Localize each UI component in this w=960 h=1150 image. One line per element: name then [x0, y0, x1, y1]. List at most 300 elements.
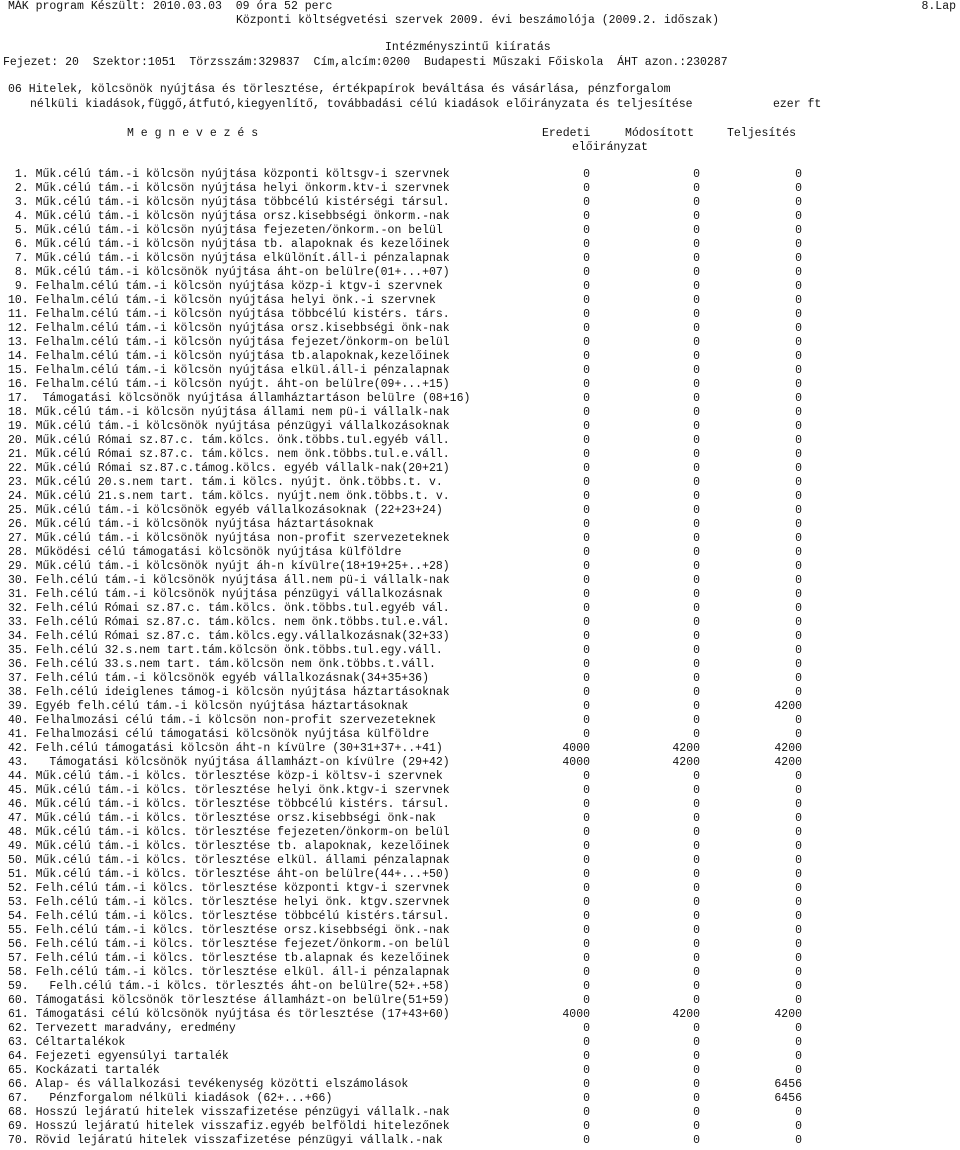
modified-value: 0 — [693, 1036, 700, 1049]
completed-value: 0 — [795, 392, 802, 405]
completed-value: 4200 — [774, 756, 802, 769]
original-value: 0 — [583, 574, 590, 587]
original-value: 0 — [583, 448, 590, 461]
completed-value: 0 — [795, 1106, 802, 1119]
row-label: 14. Felhalm.célú tám.-i kölcsön nyújtása tb.alapoknak,kezelőinek — [8, 350, 450, 363]
original-value: 0 — [583, 252, 590, 265]
original-value: 0 — [583, 896, 590, 909]
table-row — [0, 518, 960, 532]
table-row — [0, 672, 960, 686]
table-row — [0, 392, 960, 406]
completed-value: 0 — [795, 588, 802, 601]
modified-value: 0 — [693, 350, 700, 363]
original-value: 0 — [583, 868, 590, 881]
original-value: 0 — [583, 770, 590, 783]
table-row — [0, 196, 960, 210]
table-row — [0, 406, 960, 420]
row-label: 10. Felhalm.célú tám.-i kölcsön nyújtása helyi önk.-i szervnek — [8, 294, 436, 307]
modified-value: 0 — [693, 644, 700, 657]
row-label: 38. Felh.célú ideiglenes támog-i kölcsön nyújtása háztartásoknak — [8, 686, 450, 699]
row-label: 43. Támogatási kölcsönök nyújtása államházt-on kívülre (29+42) — [8, 756, 450, 769]
original-value: 0 — [583, 1050, 590, 1063]
table-row — [0, 266, 960, 280]
completed-value: 0 — [795, 980, 802, 993]
program-info: MÁK program Készült: 2010.03.03 09 óra 52 perc — [8, 0, 333, 13]
completed-value: 0 — [795, 630, 802, 643]
modified-value: 0 — [693, 616, 700, 629]
completed-value: 0 — [795, 1064, 802, 1077]
table-row — [0, 294, 960, 308]
completed-value: 0 — [795, 294, 802, 307]
row-label: 39. Egyéb felh.célú tám.-i kölcsön nyújtása háztartásoknak — [8, 700, 409, 713]
row-label: 47. Műk.célú tám.-i kölcs. törlesztése orsz.kisebbségi önk-nak — [8, 812, 436, 825]
original-value: 0 — [583, 308, 590, 321]
completed-value: 0 — [795, 910, 802, 923]
row-label: 4. Műk.célú tám.-i kölcsön nyújtása orsz.kisebbségi önkorm.-nak — [8, 210, 450, 223]
row-label: 53. Felh.célú tám.-i kölcs. törlesztése helyi önk. ktgv.szervnek — [8, 896, 450, 909]
modified-value: 0 — [693, 910, 700, 923]
row-label: 8. Műk.célú tám.-i kölcsönök nyújtása áht-on belülre(01+...+07) — [8, 266, 450, 279]
table-row — [0, 700, 960, 714]
table-row — [0, 784, 960, 798]
table-row — [0, 588, 960, 602]
row-label: 55. Felh.célú tám.-i kölcs. törlesztése orsz.kisebbségi önk.-nak — [8, 924, 450, 937]
table-row — [0, 868, 960, 882]
modified-value: 0 — [693, 476, 700, 489]
modified-value: 0 — [693, 266, 700, 279]
modified-value: 0 — [693, 532, 700, 545]
table-row — [0, 1064, 960, 1078]
report-title: Központi költségvetési szervek 2009. évi beszámolója (2009.2. időszak) — [236, 14, 720, 27]
modified-value: 0 — [693, 602, 700, 615]
original-value: 0 — [583, 1036, 590, 1049]
completed-value: 0 — [795, 966, 802, 979]
table-row — [0, 742, 960, 756]
original-value: 0 — [583, 994, 590, 1007]
completed-value: 0 — [795, 924, 802, 937]
original-value: 0 — [583, 658, 590, 671]
modified-value: 0 — [693, 1120, 700, 1133]
table-row — [0, 770, 960, 784]
modified-value: 0 — [693, 840, 700, 853]
completed-value: 4200 — [774, 1008, 802, 1021]
table-row — [0, 826, 960, 840]
completed-value: 0 — [795, 448, 802, 461]
table-row — [0, 1022, 960, 1036]
original-value: 0 — [583, 644, 590, 657]
original-value: 0 — [583, 938, 590, 951]
table-row — [0, 280, 960, 294]
modified-value: 0 — [693, 1078, 700, 1091]
completed-value: 0 — [795, 350, 802, 363]
row-label: 46. Műk.célú tám.-i kölcs. törlesztése többcélú kistérs. társul. — [8, 798, 450, 811]
modified-value: 0 — [693, 168, 700, 181]
modified-value: 0 — [693, 280, 700, 293]
row-label: 60. Támogatási kölcsönök törlesztése államházt-on belülre(51+59) — [8, 994, 450, 1007]
modified-value: 0 — [693, 966, 700, 979]
modified-value: 0 — [693, 980, 700, 993]
modified-value: 0 — [693, 588, 700, 601]
modified-value: 0 — [693, 462, 700, 475]
original-value: 0 — [583, 784, 590, 797]
row-label: 51. Műk.célú tám.-i kölcs. törlesztése áht-on belülre(44+...+50) — [8, 868, 450, 881]
completed-value: 0 — [795, 784, 802, 797]
table-row — [0, 182, 960, 196]
table-row — [0, 854, 960, 868]
modified-value: 0 — [693, 714, 700, 727]
table-row — [0, 378, 960, 392]
completed-value: 0 — [795, 434, 802, 447]
table-row — [0, 924, 960, 938]
row-label: 16. Felhalm.célú tám.-i kölcsön nyújt. áht-on belülre(09+...+15) — [8, 378, 450, 391]
column-header-completed: Teljesítés — [727, 127, 797, 140]
modified-value: 0 — [693, 546, 700, 559]
original-value: 0 — [583, 378, 590, 391]
modified-value: 0 — [693, 924, 700, 937]
table-row — [0, 630, 960, 644]
completed-value: 0 — [795, 168, 802, 181]
row-label: 52. Felh.célú tám.-i kölcs. törlesztése központi ktgv-i szervnek — [8, 882, 450, 895]
modified-value: 0 — [693, 728, 700, 741]
row-label: 33. Felh.célú Római sz.87.c. tám.kölcs. nem önk.többs.tul.e.vál. — [8, 616, 450, 629]
completed-value: 0 — [795, 504, 802, 517]
modified-value: 0 — [693, 224, 700, 237]
column-header-name: M e g n e v e z é s — [127, 127, 259, 140]
table-row — [0, 462, 960, 476]
modified-value: 0 — [693, 868, 700, 881]
completed-value: 0 — [795, 882, 802, 895]
original-value: 0 — [583, 294, 590, 307]
completed-value: 0 — [795, 266, 802, 279]
completed-value: 0 — [795, 476, 802, 489]
column-header-modified: Módosított — [625, 127, 695, 140]
original-value: 0 — [583, 392, 590, 405]
row-label: 44. Műk.célú tám.-i kölcs. törlesztése közp-i költsv-i szervnek — [8, 770, 443, 783]
modified-value: 0 — [693, 1064, 700, 1077]
original-value: 0 — [583, 1092, 590, 1105]
original-value: 0 — [583, 504, 590, 517]
modified-value: 0 — [693, 1106, 700, 1119]
row-label: 36. Felh.célú 33.s.nem tart. tám.kölcsön nem önk.többs.t.váll. — [8, 658, 436, 671]
table-row — [0, 560, 960, 574]
table-row — [0, 168, 960, 182]
modified-value: 4200 — [672, 742, 700, 755]
completed-value: 0 — [795, 812, 802, 825]
original-value: 0 — [583, 546, 590, 559]
original-value: 0 — [583, 812, 590, 825]
modified-value: 0 — [693, 518, 700, 531]
completed-value: 0 — [795, 686, 802, 699]
original-value: 0 — [583, 532, 590, 545]
row-label: 3. Műk.célú tám.-i kölcsön nyújtása többcélú kistérségi társul. — [8, 196, 450, 209]
original-value: 0 — [583, 462, 590, 475]
table-row — [0, 966, 960, 980]
page-number: 8.Lap — [921, 0, 956, 13]
modified-value: 0 — [693, 812, 700, 825]
original-value: 0 — [583, 714, 590, 727]
original-value: 0 — [583, 322, 590, 335]
table-row — [0, 938, 960, 952]
table-row — [0, 532, 960, 546]
completed-value: 0 — [795, 1022, 802, 1035]
modified-value: 0 — [693, 672, 700, 685]
row-label: 64. Fejezeti egyensúlyi tartalék — [8, 1050, 229, 1063]
original-value: 0 — [583, 518, 590, 531]
original-value: 0 — [583, 616, 590, 629]
completed-value: 0 — [795, 1050, 802, 1063]
modified-value: 4200 — [672, 1008, 700, 1021]
completed-value: 6456 — [774, 1078, 802, 1091]
completed-value: 0 — [795, 364, 802, 377]
row-label: 17. Támogatási kölcsönök nyújtása államháztartáson belülre (08+16) — [8, 392, 471, 405]
completed-value: 4200 — [774, 700, 802, 713]
completed-value: 0 — [795, 560, 802, 573]
completed-value: 0 — [795, 938, 802, 951]
original-value: 0 — [583, 602, 590, 615]
row-label: 7. Műk.célú tám.-i kölcsön nyújtása elkülönít.áll-i pénzalapnak — [8, 252, 450, 265]
completed-value: 0 — [795, 672, 802, 685]
original-value: 0 — [583, 266, 590, 279]
row-label: 66. Alap- és vállalkozási tevékenység közötti elszámolások — [8, 1078, 409, 1091]
row-label: 21. Műk.célú Római sz.87.c. tám.kölcs. nem önk.többs.tul.e.váll. — [8, 448, 450, 461]
modified-value: 0 — [693, 210, 700, 223]
modified-value: 0 — [693, 854, 700, 867]
completed-value: 0 — [795, 224, 802, 237]
original-value: 0 — [583, 588, 590, 601]
original-value: 0 — [583, 420, 590, 433]
table-row — [0, 210, 960, 224]
table-row — [0, 350, 960, 364]
original-value: 0 — [583, 224, 590, 237]
modified-value: 0 — [693, 686, 700, 699]
modified-value: 0 — [693, 378, 700, 391]
table-row — [0, 756, 960, 770]
modified-value: 0 — [693, 630, 700, 643]
modified-value: 0 — [693, 252, 700, 265]
table-row — [0, 798, 960, 812]
original-value: 0 — [583, 350, 590, 363]
row-label: 67. Pénzforgalom nélküli kiadások (62+...+66) — [8, 1092, 333, 1105]
original-value: 0 — [583, 364, 590, 377]
original-value: 0 — [583, 826, 590, 839]
completed-value: 0 — [795, 182, 802, 195]
table-row — [0, 490, 960, 504]
row-label: 9. Felhalm.célú tám.-i kölcsön nyújtása közp-i ktgv-i szervnek — [8, 280, 443, 293]
modified-value: 0 — [693, 798, 700, 811]
modified-value: 0 — [693, 294, 700, 307]
row-label: 63. Céltartalékok — [8, 1036, 126, 1049]
modified-value: 0 — [693, 1092, 700, 1105]
row-label: 34. Felh.célú Római sz.87.c. tám.kölcs.egy.vállalkozásnak(32+33) — [8, 630, 450, 643]
row-label: 5. Műk.célú tám.-i kölcsön nyújtása fejezeten/önkorm.-on belül — [8, 224, 443, 237]
original-value: 0 — [583, 476, 590, 489]
table-row — [0, 1134, 960, 1148]
completed-value: 0 — [795, 280, 802, 293]
section-title-line-2: nélküli kiadások,függő,átfutó,kiegyenlítő, továbbadási célú kiadások előirányzata és teljesítése — [30, 98, 693, 111]
row-label: 56. Felh.célú tám.-i kölcs. törlesztése fejezet/önkorm.-on belül — [8, 938, 450, 951]
completed-value: 0 — [795, 322, 802, 335]
modified-value: 0 — [693, 826, 700, 839]
table-row — [0, 546, 960, 560]
row-label: 54. Felh.célú tám.-i kölcs. törlesztése többcélú kistérs.társul. — [8, 910, 450, 923]
row-label: 22. Műk.célú Római sz.87.c.támog.kölcs. egyéb vállalk-nak(20+21) — [8, 462, 450, 475]
completed-value: 0 — [795, 1120, 802, 1133]
row-label: 6. Műk.célú tám.-i kölcsön nyújtása tb. alapoknak és kezelőinek — [8, 238, 450, 251]
table-row — [0, 980, 960, 994]
completed-value: 0 — [795, 406, 802, 419]
table-row — [0, 714, 960, 728]
completed-value: 0 — [795, 952, 802, 965]
original-value: 0 — [583, 980, 590, 993]
row-label: 58. Felh.célú tám.-i kölcs. törlesztése elkül. áll-i pénzalapnak — [8, 966, 450, 979]
original-value: 0 — [583, 1078, 590, 1091]
row-label: 31. Felh.célú tám.-i kölcsönök nyújtása pénzügyi vállalkozásnak — [8, 588, 443, 601]
completed-value: 0 — [795, 1036, 802, 1049]
completed-value: 0 — [795, 490, 802, 503]
table-row — [0, 1050, 960, 1064]
table-row — [0, 896, 960, 910]
completed-value: 0 — [795, 420, 802, 433]
modified-value: 0 — [693, 938, 700, 951]
row-label: 41. Felhalmozási célú támogatási kölcsönök nyújtása külföldre — [8, 728, 429, 741]
completed-value: 0 — [795, 252, 802, 265]
original-value: 0 — [583, 910, 590, 923]
modified-value: 0 — [693, 896, 700, 909]
completed-value: 0 — [795, 462, 802, 475]
modified-value: 0 — [693, 658, 700, 671]
institution-ids: Fejezet: 20 Szektor:1051 Törzsszám:329837 Cím,alcím:0200 Budapesti Műszaki Főiskola ÁHT azon.:230287 — [3, 56, 728, 69]
original-value: 0 — [583, 630, 590, 643]
modified-value: 0 — [693, 196, 700, 209]
modified-value: 4200 — [672, 756, 700, 769]
original-value: 0 — [583, 854, 590, 867]
modified-value: 0 — [693, 1134, 700, 1147]
completed-value: 0 — [795, 798, 802, 811]
modified-value: 0 — [693, 182, 700, 195]
row-label: 65. Kockázati tartalék — [8, 1064, 160, 1077]
modified-value: 0 — [693, 434, 700, 447]
table-row — [0, 1120, 960, 1134]
row-label: 1. Műk.célú tám.-i kölcsön nyújtása központi költsgv-i szervnek — [8, 168, 450, 181]
original-value: 0 — [583, 406, 590, 419]
row-label: 48. Műk.célú tám.-i kölcs. törlesztése fejezeten/önkorm-on belül — [8, 826, 450, 839]
row-label: 57. Felh.célú tám.-i kölcs. törlesztése tb.alapnak és kezelőinek — [8, 952, 450, 965]
column-header-original: Eredeti — [542, 127, 591, 140]
original-value: 0 — [583, 238, 590, 251]
original-value: 0 — [583, 966, 590, 979]
original-value: 0 — [583, 1120, 590, 1133]
original-value: 0 — [583, 168, 590, 181]
row-label: 2. Műk.célú tám.-i kölcsön nyújtása helyi önkorm.ktv-i szervnek — [8, 182, 450, 195]
modified-value: 0 — [693, 784, 700, 797]
completed-value: 0 — [795, 210, 802, 223]
completed-value: 0 — [795, 826, 802, 839]
table-row — [0, 658, 960, 672]
row-label: 61. Támogatási célú kölcsönök nyújtása és törlesztése (17+43+60) — [8, 1008, 450, 1021]
table-row — [0, 644, 960, 658]
modified-value: 0 — [693, 364, 700, 377]
table-row — [0, 1036, 960, 1050]
row-label: 27. Műk.célú tám.-i kölcsönök nyújtása non-profit szervezeteknek — [8, 532, 450, 545]
row-label: 62. Tervezett maradvány, eredmény — [8, 1022, 236, 1035]
completed-value: 0 — [795, 574, 802, 587]
table-row — [0, 252, 960, 266]
row-label: 12. Felhalm.célú tám.-i kölcsön nyújtása orsz.kisebbségi önk-nak — [8, 322, 450, 335]
modified-value: 0 — [693, 574, 700, 587]
original-value: 0 — [583, 434, 590, 447]
row-label: 15. Felhalm.célú tám.-i kölcsön nyújtása elkül.áll-i pénzalapnak — [8, 364, 450, 377]
table-row — [0, 882, 960, 896]
table-row — [0, 322, 960, 336]
original-value: 0 — [583, 1022, 590, 1035]
completed-value: 0 — [795, 616, 802, 629]
column-header-subtitle: előirányzat — [572, 141, 648, 154]
original-value: 0 — [583, 924, 590, 937]
modified-value: 0 — [693, 994, 700, 1007]
table-row — [0, 574, 960, 588]
completed-value: 0 — [795, 714, 802, 727]
modified-value: 0 — [693, 700, 700, 713]
table-row — [0, 364, 960, 378]
section-title-line-1: 06 Hitelek, kölcsönök nyújtása és törlesztése, értékpapírok beváltása és vásárlása, pénzforgalom — [8, 83, 671, 96]
table-row — [0, 910, 960, 924]
modified-value: 0 — [693, 770, 700, 783]
row-label: 11. Felhalm.célú tám.-i kölcsön nyújtása többcélú kistérs. társ. — [8, 308, 450, 321]
original-value: 0 — [583, 490, 590, 503]
completed-value: 0 — [795, 728, 802, 741]
row-label: 70. Rövid lejáratú hitelek visszafizetése pénzügyi vállalk.-nak — [8, 1134, 443, 1147]
original-value: 0 — [583, 700, 590, 713]
completed-value: 0 — [795, 532, 802, 545]
report-kind: Intézményszintű kiíratás — [385, 41, 551, 54]
completed-value: 0 — [795, 644, 802, 657]
modified-value: 0 — [693, 490, 700, 503]
original-value: 0 — [583, 686, 590, 699]
modified-value: 0 — [693, 448, 700, 461]
modified-value: 0 — [693, 882, 700, 895]
modified-value: 0 — [693, 336, 700, 349]
row-label: 42. Felh.célú támogatási kölcsön áht-n kívülre (30+31+37+..+41) — [8, 742, 443, 755]
modified-value: 0 — [693, 308, 700, 321]
row-label: 50. Műk.célú tám.-i kölcs. törlesztése elkül. állami pénzalapnak — [8, 854, 450, 867]
table-row — [0, 1092, 960, 1106]
row-label: 45. Műk.célú tám.-i kölcs. törlesztése helyi önk.ktgv-i szervnek — [8, 784, 450, 797]
table-row — [0, 336, 960, 350]
table-row — [0, 434, 960, 448]
modified-value: 0 — [693, 560, 700, 573]
completed-value: 0 — [795, 868, 802, 881]
modified-value: 0 — [693, 406, 700, 419]
completed-value: 4200 — [774, 742, 802, 755]
unit-label: ezer ft — [773, 98, 822, 111]
table-row — [0, 1106, 960, 1120]
row-label: 20. Műk.célú Római sz.87.c. tám.kölcs. önk.többs.tul.egyéb váll. — [8, 434, 450, 447]
table-row — [0, 1008, 960, 1022]
row-label: 59. Felh.célú tám.-i kölcs. törlesztés áht-on belülre(52+.+58) — [8, 980, 450, 993]
row-label: 32. Felh.célú Római sz.87.c. tám.kölcs. önk.többs.tul.egyéb vál. — [8, 602, 450, 615]
original-value: 4000 — [562, 742, 590, 755]
original-value: 4000 — [562, 1008, 590, 1021]
table-row — [0, 448, 960, 462]
original-value: 0 — [583, 952, 590, 965]
completed-value: 0 — [795, 518, 802, 531]
completed-value: 0 — [795, 1134, 802, 1147]
completed-value: 0 — [795, 196, 802, 209]
original-value: 0 — [583, 280, 590, 293]
modified-value: 0 — [693, 420, 700, 433]
modified-value: 0 — [693, 238, 700, 251]
original-value: 0 — [583, 182, 590, 195]
